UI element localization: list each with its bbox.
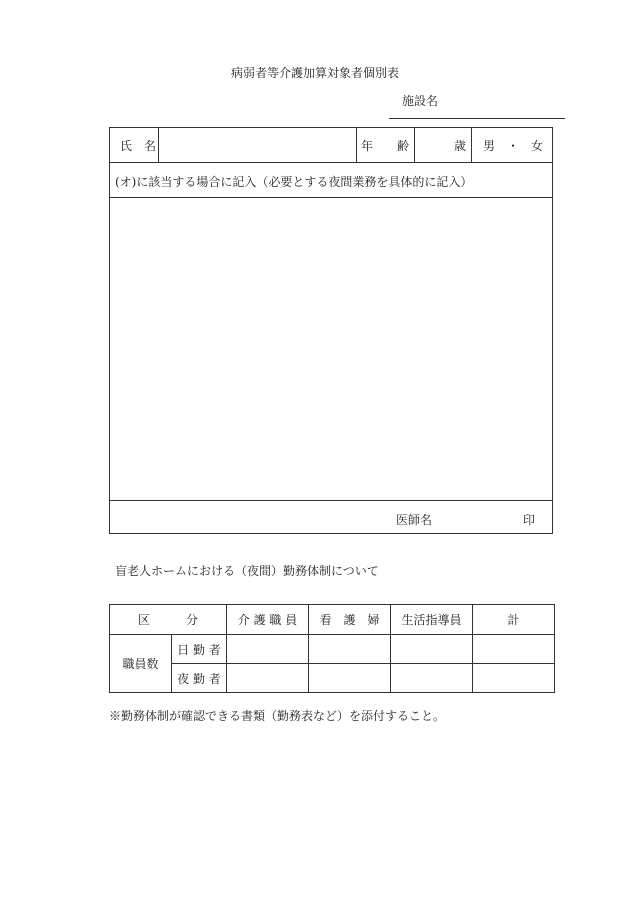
facility-name-field[interactable] bbox=[389, 118, 565, 119]
col-divider bbox=[471, 128, 472, 162]
night-life-instructor-cell[interactable] bbox=[391, 664, 473, 693]
gender-selector[interactable]: 男 ・ 女 bbox=[483, 139, 544, 153]
facility-label: 施設名 bbox=[402, 94, 439, 108]
row-label-day: 日 勤 者 bbox=[172, 635, 227, 664]
instruction-text: (オ)に該当する場合に記入（必要とする夜間業務を具体的に記入） bbox=[115, 175, 473, 189]
doctor-label: 医師名 bbox=[396, 513, 433, 527]
night-nurse-cell[interactable] bbox=[309, 664, 391, 693]
night-care-staff-cell[interactable] bbox=[227, 664, 309, 693]
table-header-row bbox=[110, 605, 555, 635]
row-label-night: 夜 勤 者 bbox=[172, 664, 227, 693]
header-total: 計 bbox=[473, 605, 555, 635]
page-title: 病弱者等介護加算対象者個別表 bbox=[230, 66, 399, 80]
col-divider bbox=[158, 128, 159, 162]
staff-table bbox=[109, 604, 555, 693]
age-unit: 歳 bbox=[454, 139, 467, 153]
table-row bbox=[110, 664, 555, 693]
header-life-instructor: 生活指導員 bbox=[391, 605, 473, 635]
header-category: 区 分 bbox=[110, 605, 227, 635]
row-divider bbox=[110, 197, 552, 198]
age-field[interactable] bbox=[417, 131, 457, 159]
night-duties-field[interactable] bbox=[114, 202, 548, 496]
col-divider bbox=[414, 128, 415, 162]
row-group-label: 職員数 bbox=[110, 635, 172, 693]
col-divider bbox=[356, 128, 357, 162]
header-nurse: 看 護 婦 bbox=[309, 605, 391, 635]
seal-label: 印 bbox=[523, 513, 536, 527]
row-divider bbox=[110, 162, 552, 163]
header-care-staff: 介 護 職 員 bbox=[227, 605, 309, 635]
name-label: 氏 名 bbox=[120, 139, 157, 153]
name-field[interactable] bbox=[162, 131, 352, 159]
age-label: 年 齢 bbox=[361, 139, 410, 153]
row-divider bbox=[110, 500, 552, 501]
individual-form bbox=[109, 127, 553, 534]
doctor-name-field[interactable] bbox=[442, 505, 522, 531]
staff-section-heading: 盲老人ホームにおける（夜間）勤務体制について bbox=[115, 564, 379, 578]
attachment-note: ※勤務体制が確認できる書類（勤務表など）を添付すること。 bbox=[109, 709, 446, 723]
day-life-instructor-cell[interactable] bbox=[391, 635, 473, 664]
night-total-cell[interactable] bbox=[473, 664, 555, 693]
day-nurse-cell[interactable] bbox=[309, 635, 391, 664]
table-row bbox=[110, 635, 555, 664]
day-total-cell[interactable] bbox=[473, 635, 555, 664]
day-care-staff-cell[interactable] bbox=[227, 635, 309, 664]
